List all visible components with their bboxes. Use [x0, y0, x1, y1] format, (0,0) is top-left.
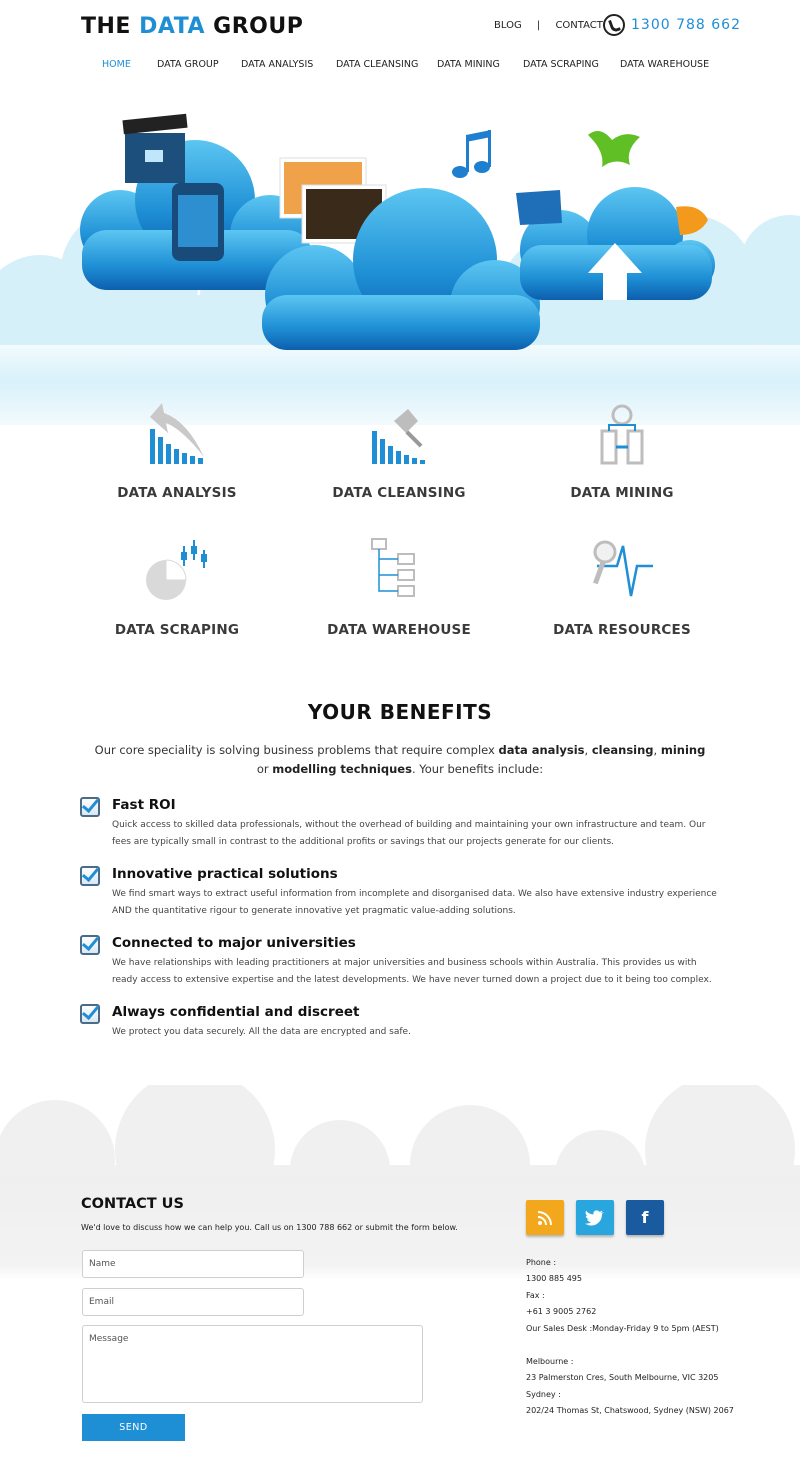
intro-text: Our core speciality is solving business problems that require complex	[94, 743, 499, 757]
phone-icon	[603, 14, 625, 36]
name-input[interactable]	[82, 1250, 304, 1278]
twitter-button[interactable]	[576, 1200, 614, 1235]
logo-part-data: DATA	[139, 14, 206, 39]
logo-part-the: THE	[81, 14, 140, 39]
rss-icon	[537, 1210, 553, 1226]
services-grid	[0, 395, 800, 645]
sales-desk: Our Sales Desk :Monday-Friday 9 to 5pm (AEST)	[526, 1324, 719, 1333]
bar-chart-arrow-icon	[142, 399, 212, 469]
benefit-confidential	[80, 1004, 720, 1041]
blog-link[interactable]: BLOG	[494, 20, 522, 31]
checkbox-icon	[80, 866, 100, 886]
bar-chart-broom-icon	[364, 399, 434, 469]
benefit-title: Always confidential and discreet	[112, 1004, 360, 1020]
pie-chart-icon	[142, 536, 212, 606]
nav-item-data-group[interactable]: DATA GROUP	[157, 59, 219, 70]
service-label: DATA MINING	[570, 485, 674, 501]
intro-bold-mining: mining	[660, 743, 706, 757]
nav-item-data-analysis[interactable]: DATA ANALYSIS	[241, 59, 314, 70]
service-data-analysis[interactable]	[77, 399, 277, 501]
top-links	[494, 20, 603, 31]
checkbox-icon	[80, 935, 100, 955]
phone-value: 1300 885 495	[526, 1274, 582, 1283]
melbourne-label: Melbourne :	[526, 1357, 574, 1366]
benefits-intro	[90, 741, 710, 779]
benefit-title: Connected to major universities	[112, 935, 356, 951]
intro-bold-analysis: data analysis	[498, 743, 585, 757]
checkbox-icon	[80, 797, 100, 817]
hero-illustration	[0, 95, 800, 425]
service-label: DATA SCRAPING	[114, 622, 240, 638]
nav-item-data-warehouse[interactable]: DATA WAREHOUSE	[620, 59, 710, 70]
intro-text: ,	[653, 743, 661, 757]
magnifier-wave-icon	[587, 536, 657, 606]
benefit-innovative-solutions	[80, 866, 720, 919]
benefit-text: We find smart ways to extract useful information from incomplete and disorganised data. We also have extensive industry experience AND the quantitative rigour to generate innovative yet pragmatic value-adding solutions.	[112, 889, 717, 916]
network-tree-icon	[364, 536, 434, 606]
word-icon	[516, 190, 562, 225]
benefit-text: Quick access to skilled data professionals, without the overhead of building and maintaining your own infrastructure and team. Our fees are typically small in contrast to the additional profits or savings that our projects generate for our clients.	[112, 820, 706, 847]
benefit-fast-roi	[80, 797, 720, 850]
nav-item-home[interactable]: HOME	[102, 59, 131, 70]
service-label: DATA WAREHOUSE	[327, 622, 471, 638]
benefit-universities	[80, 935, 720, 988]
service-label: DATA ANALYSIS	[117, 485, 237, 501]
twitter-icon	[585, 1210, 605, 1226]
melbourne-address: 23 Palmerston Cres, South Melbourne, VIC 3205	[526, 1373, 719, 1382]
benefit-text: We have relationships with leading practitioners at major universities and business schools within Australia. This provides us with ready access to extensive expertise and the latest developments. We have never turned down a project due to it being too complex.	[112, 958, 712, 985]
service-label: DATA RESOURCES	[553, 622, 691, 638]
top-links-separator: |	[536, 20, 541, 31]
benefits-title: YOUR BENEFITS	[307, 700, 493, 724]
benefit-title: Fast ROI	[112, 797, 176, 813]
service-data-resources[interactable]	[522, 536, 722, 638]
intro-text: ,	[584, 743, 592, 757]
benefit-text: We protect you data securely. All the data are encrypted and safe.	[112, 1027, 411, 1037]
benefit-title: Innovative practical solutions	[112, 866, 338, 882]
service-data-warehouse[interactable]	[299, 536, 499, 638]
intro-text: . Your benefits include:	[411, 762, 544, 776]
nav-item-data-scraping[interactable]: DATA SCRAPING	[523, 59, 599, 70]
logo-part-group: GROUP	[205, 14, 304, 39]
intro-text: or	[256, 762, 273, 776]
send-button[interactable]: SEND	[82, 1414, 185, 1441]
facebook-button[interactable]	[626, 1200, 664, 1235]
fax-value: +61 3 9005 2762	[526, 1307, 597, 1316]
sydney-label: Sydney :	[526, 1390, 561, 1399]
message-input[interactable]	[82, 1325, 423, 1403]
header-phone[interactable]	[603, 14, 741, 36]
nav-item-data-mining[interactable]: DATA MINING	[437, 59, 500, 70]
service-data-scraping[interactable]	[77, 536, 277, 638]
intro-bold-modelling: modelling techniques	[272, 762, 412, 776]
contact-subtitle: We'd love to discuss how we can help you. Call us on 1300 788 662 or submit the form below.	[81, 1223, 458, 1232]
sydney-address: 202/24 Thomas St, Chatswood, Sydney (NSW) 2067	[526, 1406, 734, 1415]
service-data-cleansing[interactable]	[299, 399, 499, 501]
checkbox-icon	[80, 1004, 100, 1024]
contact-title: CONTACT US	[81, 1196, 184, 1212]
rss-button[interactable]	[526, 1200, 564, 1235]
service-label: DATA CLEANSING	[332, 485, 466, 501]
logo[interactable]	[81, 14, 303, 39]
facebook-icon: f	[641, 1208, 649, 1227]
flowchart-icon	[587, 399, 657, 469]
phone-label: Phone :	[526, 1258, 557, 1267]
nav-item-data-cleansing[interactable]: DATA CLEANSING	[336, 59, 419, 70]
clapperboard-icon	[122, 114, 187, 183]
hero-banner	[0, 95, 800, 425]
fax-label: Fax :	[526, 1291, 545, 1300]
intro-bold-cleansing: cleansing	[591, 743, 654, 757]
email-input[interactable]	[82, 1288, 304, 1316]
contact-link[interactable]: CONTACT	[555, 20, 603, 31]
service-data-mining[interactable]	[522, 399, 722, 501]
phone-number[interactable]: 1300 788 662	[631, 17, 741, 33]
